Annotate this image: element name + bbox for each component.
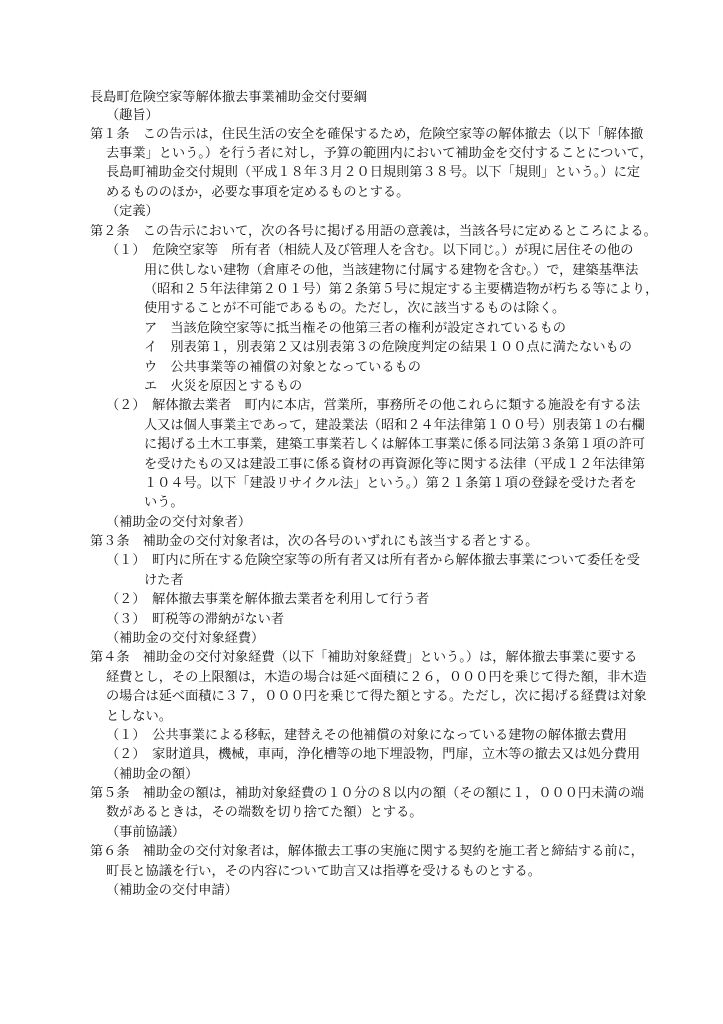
article-line: 第５条 補助金の額は，補助対象経費の１０分の８以内の額（その額に１，０００円未満の端 — [90, 786, 644, 801]
sub-item-line: ウ 公共事業等の補償の対象となっているもの — [144, 360, 421, 375]
article-line: 第６条 補助金の交付対象者は，解体撤去工事の実施に関する契約を施工者と締結する前に， — [90, 844, 644, 859]
article-line: 第２条 この告示において，次の各号に掲げる用語の意義は，当該各号に定めるところによる。 — [90, 224, 657, 239]
section-heading: （補助金の額） — [106, 767, 199, 782]
sub-item-line: イ 別表第１，別表第２又は別表第３の危険度判定の結果１００点に満たないもの — [144, 340, 632, 355]
item-line: （１） 町内に所在する危険空家等の所有者又は所有者から解体撤去事業について委任を受 — [106, 553, 640, 568]
article-line: の場合は延べ面積に３７，０００円を乗じて得た額とする。ただし，次に掲げる経費は対象 — [106, 689, 647, 704]
article-line: 第４条 補助金の交付対象経費（以下「補助対象経費」という。）は，解体撤去事業に要する — [90, 650, 638, 665]
item-line: （２） 家財道具，機械，車両，浄化槽等の地下埋設物，門扉，立木等の撤去又は処分費用 — [106, 747, 641, 762]
section-heading: （事前協議） — [106, 825, 186, 840]
item-line: （１） 公共事業による移転，建替えその他補償の対象になっている建物の解体撤去費用 — [106, 728, 627, 743]
item-line: いう。 — [144, 495, 184, 510]
item-line: 用に供しない建物（倉庫その他，当該建物に付属する建物を含む。）で，建築基準法 — [144, 263, 639, 278]
item-line: 人又は個人事業主であって，建設業法（昭和２４年法律第１００号）別表第１の右欄 — [144, 418, 645, 433]
section-heading: （趣旨） — [106, 108, 159, 123]
section-heading: （補助金の交付申請） — [106, 883, 238, 898]
item-line: （昭和２５年法律第２０１号）第２条第５号に規定する主要構造物が朽ちる等により， — [144, 282, 659, 297]
item-line: に掲げる土木工事業，建築工事業若しくは解体工事業に係る同法第３条第１項の許可 — [144, 437, 646, 452]
item-line: １０４号。以下「建設リサイクル法」という。）第２１条第１項の登録を受けた者を — [144, 476, 637, 491]
section-heading: （定義） — [106, 204, 159, 219]
item-line: 使用することが不可能であるもの。ただし，次に該当するものは除く。 — [144, 301, 566, 316]
article-line: 経費とし，その上限額は，木造の場合は延べ面積に２６，０００円を乗じて得た額，非木造 — [106, 670, 647, 685]
article-line: 町長と協議を行い，その内容について助言又は指導を受けるものとする。 — [106, 864, 541, 879]
article-line: としない。 — [106, 709, 172, 724]
section-heading: （補助金の交付対象者） — [106, 515, 252, 530]
item-line: （２） 解体撤去業者 町内に本店，営業所，事務所その他これらに類する施設を有する法 — [106, 398, 641, 413]
article-line: 数があるときは，その端数を切り捨てた額）とする。 — [106, 805, 423, 820]
document-title: 長島町危険空家等解体撤去事業補助金交付要綱 — [90, 90, 367, 105]
article-line: 第１条 この告示は，住民生活の安全を確保するため，危険空家等の解体撤去（以下「解体撤 — [90, 127, 644, 142]
item-line: （１） 危険空家等 所有者（相続人及び管理人を含む。以下同じ。）が現に居住その他の — [106, 243, 634, 258]
article-line: 第３条 補助金の交付対象者は，次の各号のいずれにも該当する者とする。 — [90, 534, 539, 549]
article-line: 去事業」という。）を行う者に対し，予算の範囲内において補助金を交付することについて， — [106, 146, 653, 161]
sub-item-line: ア 当該危険空家等に抵当権その他第三者の権利が設定されているもの — [144, 321, 566, 336]
item-line: （３） 町税等の滞納がない者 — [106, 612, 285, 627]
item-line: を受けたもの又は建設工事に係る資材の再資源化等に関する法律（平成１２年法律第 — [144, 457, 646, 472]
item-line: けた者 — [144, 573, 184, 588]
item-line: （２） 解体撤去事業を解体撤去業者を利用して行う者 — [106, 592, 430, 607]
article-line: 長島町補助金交付規則（平成１８年３月２０日規則第３８号。以下「規則」という。）に定 — [106, 165, 641, 180]
article-line: めるもののほか，必要な事項を定めるものとする。 — [106, 185, 410, 200]
sub-item-line: エ 火災を原因とするもの — [144, 379, 303, 394]
section-heading: （補助金の交付対象経費） — [106, 631, 265, 646]
